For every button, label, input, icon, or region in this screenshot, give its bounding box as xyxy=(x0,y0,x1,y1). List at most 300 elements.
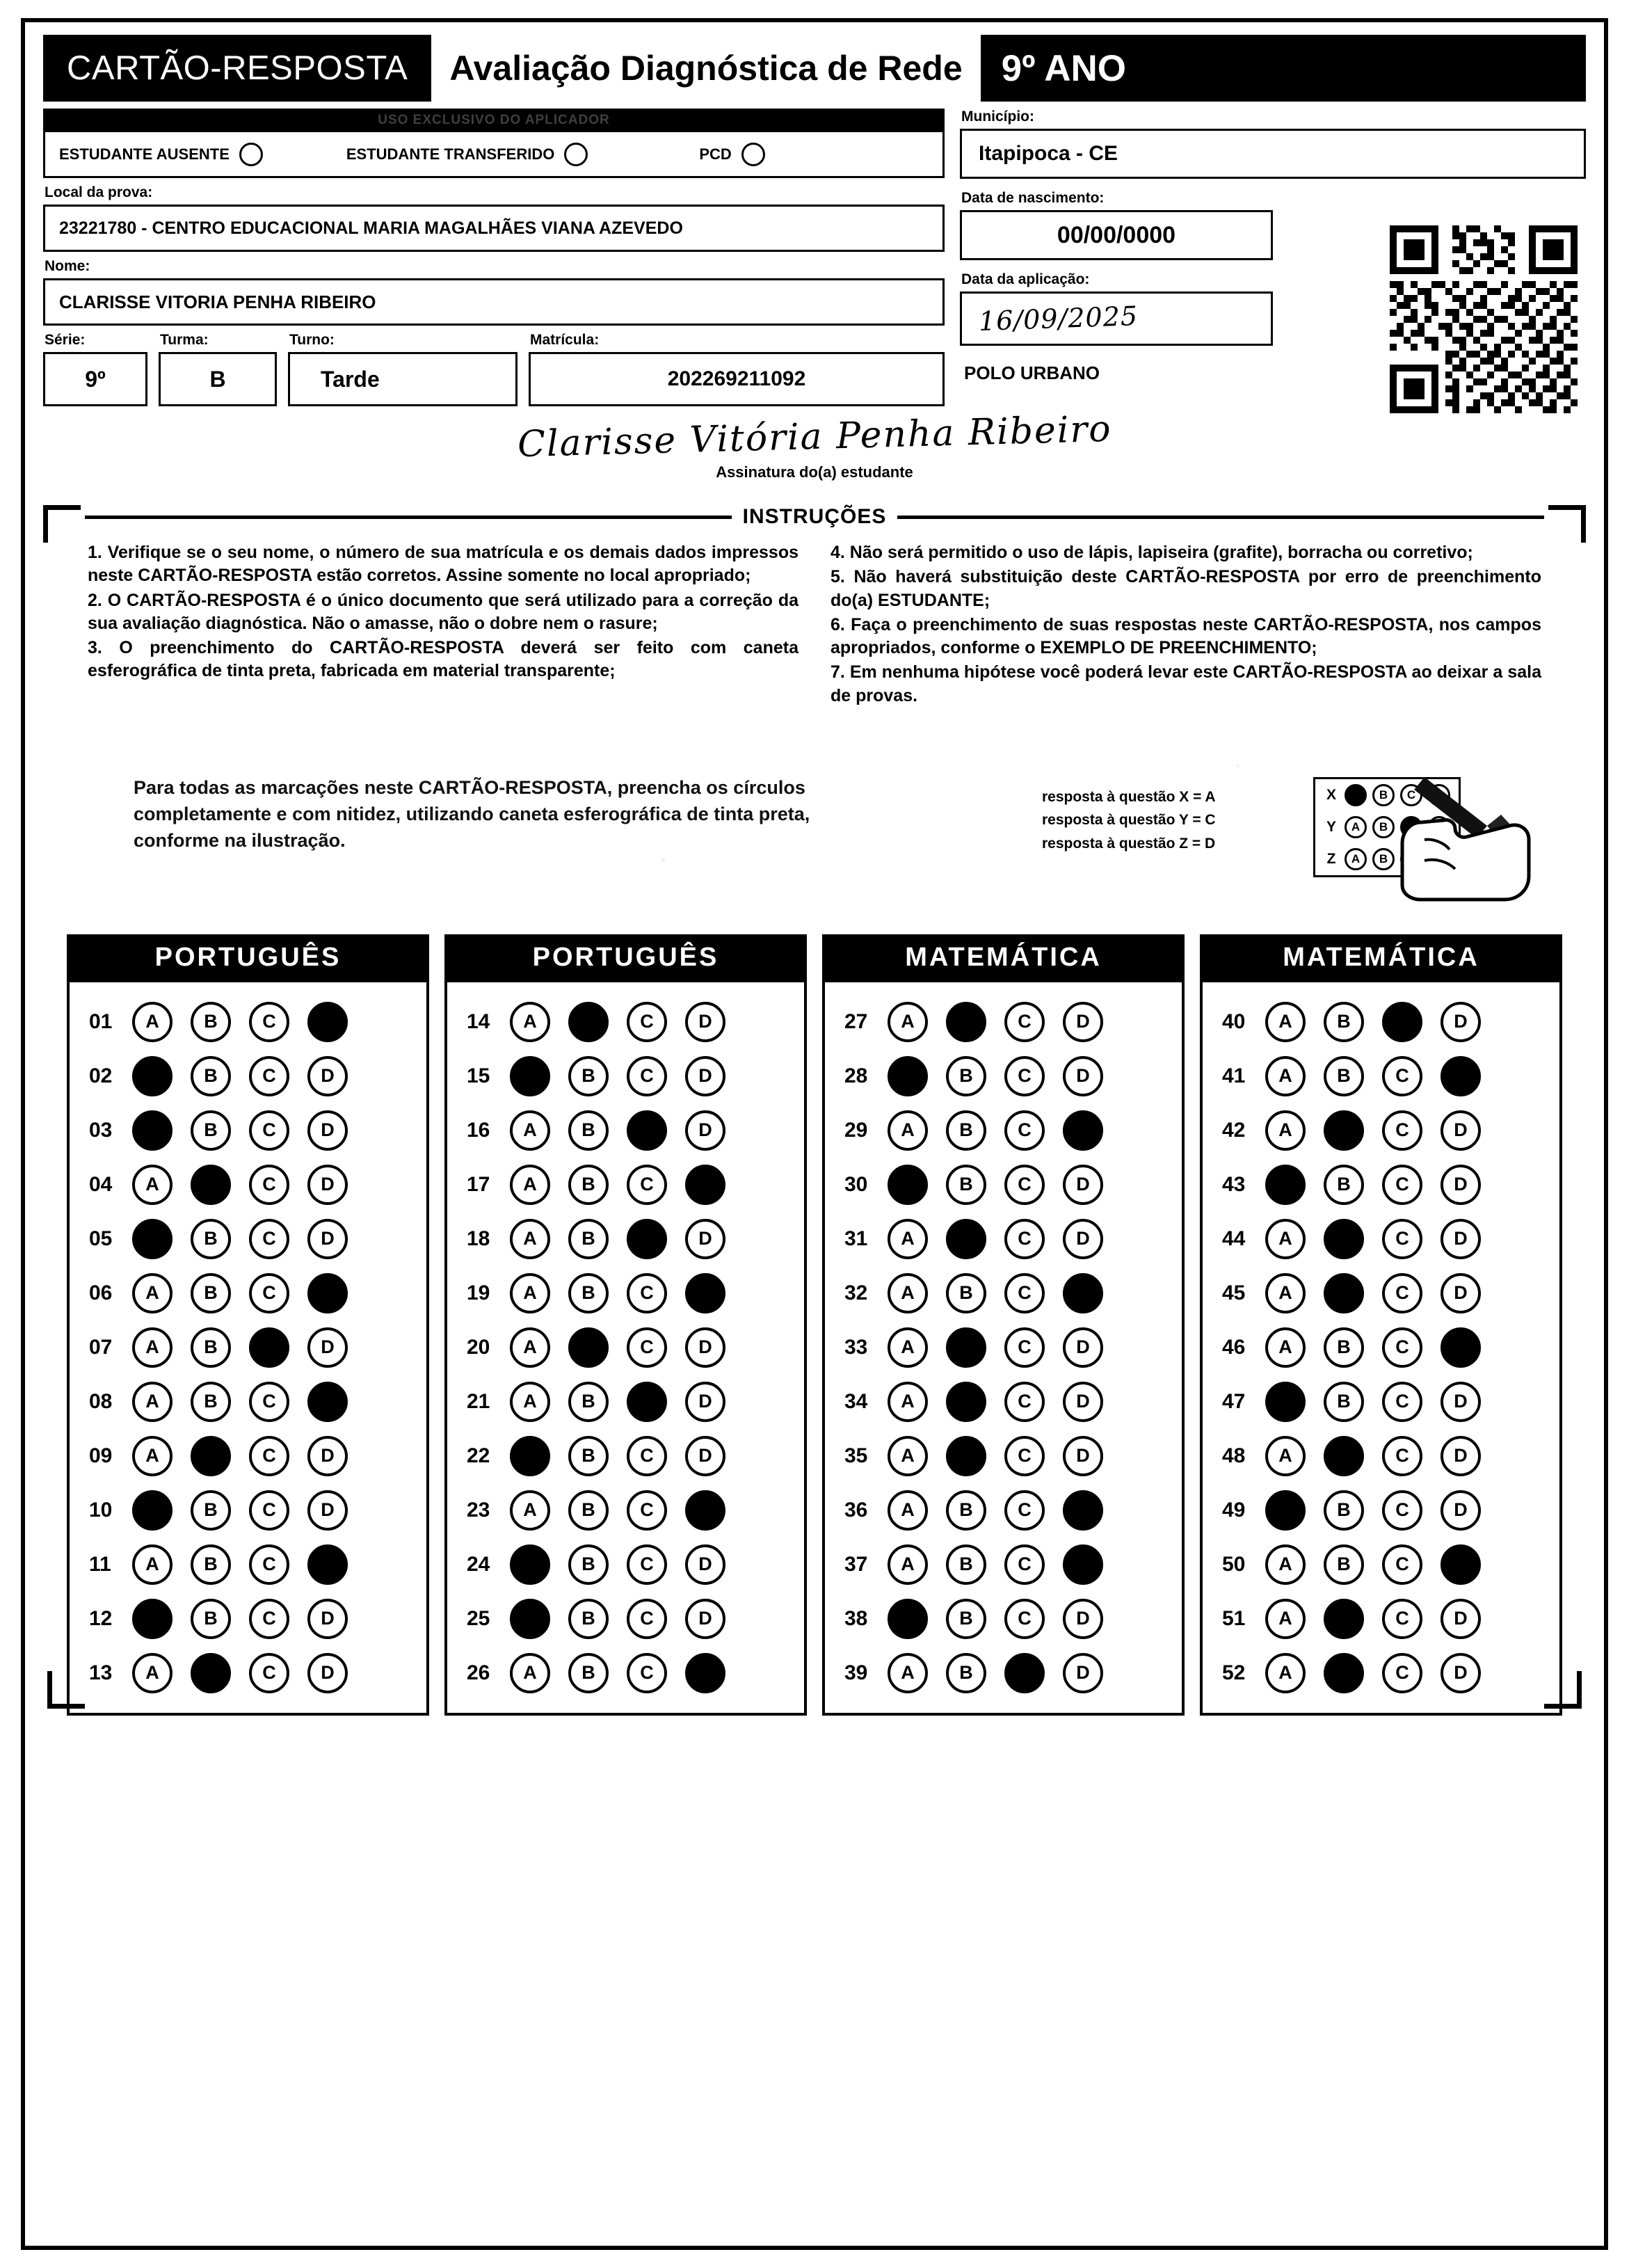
answer-bubble-05-a[interactable]: A xyxy=(132,1219,172,1259)
answer-bubble-14-c[interactable]: C xyxy=(627,1002,667,1042)
answer-bubble-43-b[interactable]: B xyxy=(1324,1165,1364,1205)
answer-bubble-05-d[interactable]: D xyxy=(307,1219,348,1259)
question-row-51[interactable] xyxy=(1203,1592,1559,1646)
answer-bubble-08-a[interactable]: A xyxy=(132,1382,172,1422)
answer-bubble-20-c[interactable]: C xyxy=(627,1327,667,1368)
question-number: 20 xyxy=(467,1335,490,1359)
answer-bubble-03-c[interactable]: C xyxy=(249,1110,289,1151)
answer-bubble-39-c[interactable]: C xyxy=(1004,1653,1045,1693)
answer-bubble-38-c[interactable]: C xyxy=(1004,1599,1045,1639)
answer-bubble-39-b[interactable]: B xyxy=(946,1653,986,1693)
answer-column-body xyxy=(1200,982,1562,1716)
answer-bubble-51-d[interactable]: D xyxy=(1441,1599,1481,1639)
question-row-02[interactable] xyxy=(70,1049,426,1103)
answer-bubble-25-d[interactable]: D xyxy=(685,1599,725,1639)
answer-bubble-13-d[interactable]: D xyxy=(307,1653,348,1693)
question-row-19[interactable] xyxy=(447,1266,804,1320)
answer-bubble-05-c[interactable]: C xyxy=(249,1219,289,1259)
answer-bubble-52-d[interactable]: D xyxy=(1441,1653,1481,1693)
answer-bubble-50-c[interactable]: C xyxy=(1382,1544,1422,1585)
answer-bubble-35-a[interactable]: A xyxy=(888,1436,928,1476)
answer-bubble-35-c[interactable]: C xyxy=(1004,1436,1045,1476)
answer-bubble-51-c[interactable]: C xyxy=(1382,1599,1422,1639)
corner-mark-bottom-right xyxy=(1544,1671,1582,1709)
answer-bubble-52-b[interactable]: B xyxy=(1324,1653,1364,1693)
question-row-29[interactable] xyxy=(825,1103,1182,1158)
answer-bubble-22-a[interactable]: A xyxy=(510,1436,550,1476)
answer-bubble-50-b[interactable]: B xyxy=(1324,1544,1364,1585)
answer-bubble-06-b[interactable]: B xyxy=(191,1273,231,1313)
answer-bubble-06-c[interactable]: C xyxy=(249,1273,289,1313)
answer-bubble-04-b[interactable]: B xyxy=(191,1165,231,1205)
answer-bubble-24-d[interactable]: D xyxy=(685,1544,725,1585)
answer-bubble-23-a[interactable]: A xyxy=(510,1490,550,1531)
question-row-16[interactable] xyxy=(447,1103,804,1158)
example-bubble-b: B xyxy=(1372,848,1395,870)
answer-bubble-16-a[interactable]: A xyxy=(510,1110,550,1151)
answer-bubble-22-b[interactable]: B xyxy=(568,1436,609,1476)
answer-bubble-16-b[interactable]: B xyxy=(568,1110,609,1151)
answer-bubble-15-d[interactable]: D xyxy=(685,1056,725,1096)
question-row-52[interactable] xyxy=(1203,1646,1559,1700)
answer-bubble-39-a[interactable]: A xyxy=(888,1653,928,1693)
answer-bubble-37-c[interactable]: C xyxy=(1004,1544,1045,1585)
answer-bubble-42-b[interactable]: B xyxy=(1324,1110,1364,1151)
answer-bubble-38-b[interactable]: B xyxy=(946,1599,986,1639)
answer-bubble-07-d[interactable]: D xyxy=(307,1327,348,1368)
answer-bubble-27-b[interactable]: B xyxy=(946,1002,986,1042)
answer-bubble-14-b[interactable]: B xyxy=(568,1002,609,1042)
answer-bubble-29-c[interactable]: C xyxy=(1004,1110,1045,1151)
answer-bubble-18-d[interactable]: D xyxy=(685,1219,725,1259)
absent-option[interactable] xyxy=(59,143,263,166)
answer-bubble-21-b[interactable]: B xyxy=(568,1382,609,1422)
question-number: 23 xyxy=(467,1498,490,1522)
answer-bubble-09-c[interactable]: C xyxy=(249,1436,289,1476)
answer-bubble-09-b[interactable]: B xyxy=(191,1436,231,1476)
answer-bubble-10-b[interactable]: B xyxy=(191,1490,231,1531)
answer-bubble-03-a[interactable]: A xyxy=(132,1110,172,1151)
answer-bubble-29-b[interactable]: B xyxy=(946,1110,986,1151)
answer-bubble-16-c[interactable]: C xyxy=(627,1110,667,1151)
answer-bubble-52-a[interactable]: A xyxy=(1265,1653,1306,1693)
question-row-27[interactable] xyxy=(825,995,1182,1049)
answer-bubble-15-c[interactable]: C xyxy=(627,1056,667,1096)
question-row-10[interactable] xyxy=(70,1483,426,1538)
instructions-left-column xyxy=(88,541,799,709)
question-number: 43 xyxy=(1222,1172,1246,1196)
answer-bubble-22-c[interactable]: C xyxy=(627,1436,667,1476)
answer-column-body xyxy=(444,982,807,1716)
card-border xyxy=(21,18,1608,2250)
answer-bubble-42-c[interactable]: C xyxy=(1382,1110,1422,1151)
answer-bubble-10-a[interactable]: A xyxy=(132,1490,172,1531)
question-row-22[interactable] xyxy=(447,1429,804,1483)
question-row-18[interactable] xyxy=(447,1212,804,1266)
answer-bubble-25-b[interactable]: B xyxy=(568,1599,609,1639)
question-row-06[interactable] xyxy=(70,1266,426,1320)
answer-bubble-12-d[interactable]: D xyxy=(307,1599,348,1639)
question-row-20[interactable] xyxy=(447,1320,804,1375)
answer-bubble-32-a[interactable]: A xyxy=(888,1273,928,1313)
answer-bubble-44-b[interactable]: B xyxy=(1324,1219,1364,1259)
answer-bubble-28-d[interactable]: D xyxy=(1063,1056,1103,1096)
answer-bubble-09-d[interactable]: D xyxy=(307,1436,348,1476)
answer-bubble-46-a[interactable]: A xyxy=(1265,1327,1306,1368)
answer-bubble-46-d[interactable]: D xyxy=(1441,1327,1481,1368)
answer-bubble-28-b[interactable]: B xyxy=(946,1056,986,1096)
transferred-option[interactable] xyxy=(346,143,588,166)
answer-bubble-25-c[interactable]: C xyxy=(627,1599,667,1639)
answer-bubble-23-d[interactable]: D xyxy=(685,1490,725,1531)
answer-bubble-03-b[interactable]: B xyxy=(191,1110,231,1151)
answer-bubble-46-b[interactable]: B xyxy=(1324,1327,1364,1368)
answer-bubble-02-c[interactable]: C xyxy=(249,1056,289,1096)
answer-bubble-32-d[interactable]: D xyxy=(1063,1273,1103,1313)
answer-bubble-33-d[interactable]: D xyxy=(1063,1327,1103,1368)
answer-bubble-27-d[interactable]: D xyxy=(1063,1002,1103,1042)
question-row-38[interactable] xyxy=(825,1592,1182,1646)
question-row-28[interactable] xyxy=(825,1049,1182,1103)
answer-bubble-08-d[interactable]: D xyxy=(307,1382,348,1422)
question-row-13[interactable] xyxy=(70,1646,426,1700)
answer-bubble-13-c[interactable]: C xyxy=(249,1653,289,1693)
answer-bubble-36-b[interactable]: B xyxy=(946,1490,986,1531)
answer-bubble-33-a[interactable]: A xyxy=(888,1327,928,1368)
answer-bubble-13-a[interactable]: A xyxy=(132,1653,172,1693)
answer-bubble-52-c[interactable]: C xyxy=(1382,1653,1422,1693)
question-row-01[interactable] xyxy=(70,995,426,1049)
answer-bubble-01-a[interactable]: A xyxy=(132,1002,172,1042)
question-number: 08 xyxy=(89,1389,113,1413)
turno-label: Turno: xyxy=(289,332,335,348)
answer-bubble-45-c[interactable]: C xyxy=(1382,1273,1422,1313)
answer-bubble-12-b[interactable]: B xyxy=(191,1599,231,1639)
answer-bubble-06-d[interactable]: D xyxy=(307,1273,348,1313)
question-number: 25 xyxy=(467,1606,490,1630)
answer-bubble-08-b[interactable]: B xyxy=(191,1382,231,1422)
answer-bubble-23-c[interactable]: C xyxy=(627,1490,667,1531)
answer-bubble-10-d[interactable]: D xyxy=(307,1490,348,1531)
question-row-44[interactable] xyxy=(1203,1212,1559,1266)
answer-bubble-34-a[interactable]: A xyxy=(888,1382,928,1422)
answer-bubble-48-d[interactable]: D xyxy=(1441,1436,1481,1476)
question-row-25[interactable] xyxy=(447,1592,804,1646)
answer-bubble-36-d[interactable]: D xyxy=(1063,1490,1103,1531)
answer-bubble-15-a[interactable]: A xyxy=(510,1056,550,1096)
answer-bubble-36-c[interactable]: C xyxy=(1004,1490,1045,1531)
answer-bubble-33-c[interactable]: C xyxy=(1004,1327,1045,1368)
header-grade: 9º ANO xyxy=(981,35,1147,102)
question-row-48[interactable] xyxy=(1203,1429,1559,1483)
answer-bubble-47-d[interactable]: D xyxy=(1441,1382,1481,1422)
header-filler xyxy=(1147,35,1586,102)
question-row-34[interactable] xyxy=(825,1375,1182,1429)
question-row-04[interactable] xyxy=(70,1158,426,1212)
answer-bubble-29-d[interactable]: D xyxy=(1063,1110,1103,1151)
question-row-08[interactable] xyxy=(70,1375,426,1429)
answer-bubble-51-a[interactable]: A xyxy=(1265,1599,1306,1639)
answer-bubble-01-b[interactable]: B xyxy=(191,1002,231,1042)
question-row-07[interactable] xyxy=(70,1320,426,1375)
question-row-43[interactable] xyxy=(1203,1158,1559,1212)
answer-bubble-04-c[interactable]: C xyxy=(249,1165,289,1205)
question-number: 14 xyxy=(467,1009,490,1033)
answer-bubble-32-c[interactable]: C xyxy=(1004,1273,1045,1313)
answer-bubble-46-c[interactable]: C xyxy=(1382,1327,1422,1368)
answer-bubble-20-b[interactable]: B xyxy=(568,1327,609,1368)
answer-bubble-41-a[interactable]: A xyxy=(1265,1056,1306,1096)
answer-bubble-04-a[interactable]: A xyxy=(132,1165,172,1205)
answer-bubble-26-a[interactable]: A xyxy=(510,1653,550,1693)
local-value: 23221780 - CENTRO EDUCACIONAL MARIA MAGALHÃES VIANA AZEVEDO xyxy=(43,205,945,252)
question-row-35[interactable] xyxy=(825,1429,1182,1483)
answer-bubble-11-a[interactable]: A xyxy=(132,1544,172,1585)
answer-bubble-19-d[interactable]: D xyxy=(685,1273,725,1313)
answer-bubble-40-d[interactable]: D xyxy=(1441,1002,1481,1042)
answer-bubble-34-b[interactable]: B xyxy=(946,1382,986,1422)
answer-bubble-06-a[interactable]: A xyxy=(132,1273,172,1313)
answer-bubble-02-d[interactable]: D xyxy=(307,1056,348,1096)
answer-bubble-12-c[interactable]: C xyxy=(249,1599,289,1639)
answer-bubble-44-d[interactable]: D xyxy=(1441,1219,1481,1259)
answer-bubble-38-d[interactable]: D xyxy=(1063,1599,1103,1639)
answer-bubble-26-c[interactable]: C xyxy=(627,1653,667,1693)
answer-bubble-19-c[interactable]: C xyxy=(627,1273,667,1313)
answer-bubble-42-d[interactable]: D xyxy=(1441,1110,1481,1151)
aplicacao-value xyxy=(960,292,1273,346)
answer-bubble-33-b[interactable]: B xyxy=(946,1327,986,1368)
answer-bubble-45-d[interactable]: D xyxy=(1441,1273,1481,1313)
answer-bubble-25-a[interactable]: A xyxy=(510,1599,550,1639)
answer-bubble-28-c[interactable]: C xyxy=(1004,1056,1045,1096)
answer-bubble-30-a[interactable]: A xyxy=(888,1165,928,1205)
answer-bubble-37-b[interactable]: B xyxy=(946,1544,986,1585)
question-row-33[interactable] xyxy=(825,1320,1182,1375)
instructions-rule-left xyxy=(85,516,732,519)
answer-bubble-31-c[interactable]: C xyxy=(1004,1219,1045,1259)
answer-bubble-30-d[interactable]: D xyxy=(1063,1165,1103,1205)
question-row-05[interactable] xyxy=(70,1212,426,1266)
answer-bubble-37-d[interactable]: D xyxy=(1063,1544,1103,1585)
answer-bubble-11-d[interactable]: D xyxy=(307,1544,348,1585)
answer-bubble-10-c[interactable]: C xyxy=(249,1490,289,1531)
answer-bubble-03-d[interactable]: D xyxy=(307,1110,348,1151)
answer-bubble-40-c[interactable]: C xyxy=(1382,1002,1422,1042)
answer-bubble-18-a[interactable]: A xyxy=(510,1219,550,1259)
answer-bubble-38-a[interactable]: A xyxy=(888,1599,928,1639)
answer-bubble-43-c[interactable]: C xyxy=(1382,1165,1422,1205)
question-number: 49 xyxy=(1222,1498,1246,1522)
question-row-26[interactable] xyxy=(447,1646,804,1700)
answer-bubble-20-d[interactable]: D xyxy=(685,1327,725,1368)
answer-bubble-34-c[interactable]: C xyxy=(1004,1382,1045,1422)
answer-bubble-47-b[interactable]: B xyxy=(1324,1382,1364,1422)
answer-bubble-22-d[interactable]: D xyxy=(685,1436,725,1476)
answer-bubble-45-a[interactable]: A xyxy=(1265,1273,1306,1313)
answer-bubble-26-b[interactable]: B xyxy=(568,1653,609,1693)
pcd-label: PCD xyxy=(699,145,732,163)
answer-bubble-26-d[interactable]: D xyxy=(685,1653,725,1693)
answer-bubble-50-a[interactable]: A xyxy=(1265,1544,1306,1585)
answer-column-1 xyxy=(67,934,429,1716)
question-number: 01 xyxy=(89,1009,113,1033)
transferred-bubble[interactable] xyxy=(564,143,588,166)
answer-bubble-40-b[interactable]: B xyxy=(1324,1002,1364,1042)
answer-bubble-01-d[interactable]: D xyxy=(307,1002,348,1042)
answer-bubble-18-c[interactable]: C xyxy=(627,1219,667,1259)
question-row-23[interactable] xyxy=(447,1483,804,1538)
answer-bubble-01-c[interactable]: C xyxy=(249,1002,289,1042)
answer-bubble-14-a[interactable]: A xyxy=(510,1002,550,1042)
answer-bubble-41-b[interactable]: B xyxy=(1324,1056,1364,1096)
question-row-36[interactable] xyxy=(825,1483,1182,1538)
answer-bubble-49-a[interactable]: A xyxy=(1265,1490,1306,1531)
answer-bubble-51-b[interactable]: B xyxy=(1324,1599,1364,1639)
local-label: Local da prova: xyxy=(45,184,153,200)
answer-bubble-49-c[interactable]: C xyxy=(1382,1490,1422,1531)
qr-code xyxy=(1390,225,1578,413)
answer-bubble-02-b[interactable]: B xyxy=(191,1056,231,1096)
absent-bubble[interactable] xyxy=(239,143,263,166)
answer-bubble-07-b[interactable]: B xyxy=(191,1327,231,1368)
answer-bubble-02-a[interactable]: A xyxy=(132,1056,172,1096)
answer-bubble-17-b[interactable]: B xyxy=(568,1165,609,1205)
answer-bubble-34-d[interactable]: D xyxy=(1063,1382,1103,1422)
question-row-21[interactable] xyxy=(447,1375,804,1429)
answer-bubble-20-a[interactable]: A xyxy=(510,1327,550,1368)
answer-bubble-07-a[interactable]: A xyxy=(132,1327,172,1368)
answer-bubble-24-a[interactable]: A xyxy=(510,1544,550,1585)
answer-bubble-37-a[interactable]: A xyxy=(888,1544,928,1585)
answer-bubble-05-b[interactable]: B xyxy=(191,1219,231,1259)
question-row-17[interactable] xyxy=(447,1158,804,1212)
question-row-49[interactable] xyxy=(1203,1483,1559,1538)
answer-bubble-41-d[interactable]: D xyxy=(1441,1056,1481,1096)
answer-bubble-04-d[interactable]: D xyxy=(307,1165,348,1205)
answer-bubble-30-b[interactable]: B xyxy=(946,1165,986,1205)
question-row-46[interactable] xyxy=(1203,1320,1559,1375)
pcd-option[interactable] xyxy=(699,143,764,166)
answer-bubble-35-b[interactable]: B xyxy=(946,1436,986,1476)
answer-bubble-50-d[interactable]: D xyxy=(1441,1544,1481,1585)
answer-bubble-44-c[interactable]: C xyxy=(1382,1219,1422,1259)
answer-bubble-28-a[interactable]: A xyxy=(888,1056,928,1096)
answer-bubble-15-b[interactable]: B xyxy=(568,1056,609,1096)
answer-bubble-43-d[interactable]: D xyxy=(1441,1165,1481,1205)
answer-bubble-21-a[interactable]: A xyxy=(510,1382,550,1422)
answer-bubble-48-b[interactable]: B xyxy=(1324,1436,1364,1476)
answer-sheet[interactable] xyxy=(67,934,1562,1716)
question-row-39[interactable] xyxy=(825,1646,1182,1700)
answer-bubble-42-a[interactable]: A xyxy=(1265,1110,1306,1151)
answer-bubble-48-c[interactable]: C xyxy=(1382,1436,1422,1476)
answer-bubble-11-c[interactable]: C xyxy=(249,1544,289,1585)
answer-bubble-49-b[interactable]: B xyxy=(1324,1490,1364,1531)
answer-bubble-27-c[interactable]: C xyxy=(1004,1002,1045,1042)
answer-bubble-17-d[interactable]: D xyxy=(685,1165,725,1205)
question-row-31[interactable] xyxy=(825,1212,1182,1266)
answer-bubble-31-b[interactable]: B xyxy=(946,1219,986,1259)
answer-bubble-19-a[interactable]: A xyxy=(510,1273,550,1313)
question-row-32[interactable] xyxy=(825,1266,1182,1320)
answer-bubble-24-b[interactable]: B xyxy=(568,1544,609,1585)
answer-bubble-31-a[interactable]: A xyxy=(888,1219,928,1259)
answer-bubble-44-a[interactable]: A xyxy=(1265,1219,1306,1259)
question-row-41[interactable] xyxy=(1203,1049,1559,1103)
question-number: 05 xyxy=(89,1227,113,1250)
question-row-47[interactable] xyxy=(1203,1375,1559,1429)
pcd-bubble[interactable] xyxy=(741,143,765,166)
question-row-03[interactable] xyxy=(70,1103,426,1158)
question-row-45[interactable] xyxy=(1203,1266,1559,1320)
question-row-24[interactable] xyxy=(447,1538,804,1592)
answer-bubble-40-a[interactable]: A xyxy=(1265,1002,1306,1042)
question-row-30[interactable] xyxy=(825,1158,1182,1212)
answer-bubble-09-a[interactable]: A xyxy=(132,1436,172,1476)
answer-bubble-39-d[interactable]: D xyxy=(1063,1653,1103,1693)
question-number: 04 xyxy=(89,1172,113,1196)
answer-column-2 xyxy=(444,934,807,1716)
answer-bubble-08-c[interactable]: C xyxy=(249,1382,289,1422)
answer-bubble-21-c[interactable]: C xyxy=(627,1382,667,1422)
question-row-14[interactable] xyxy=(447,995,804,1049)
question-row-42[interactable] xyxy=(1203,1103,1559,1158)
answer-bubble-12-a[interactable]: A xyxy=(132,1599,172,1639)
answer-column-subject: PORTUGUÊS xyxy=(444,934,807,982)
answer-bubble-31-d[interactable]: D xyxy=(1063,1219,1103,1259)
answer-bubble-41-c[interactable]: C xyxy=(1382,1056,1422,1096)
answer-bubble-14-d[interactable]: D xyxy=(685,1002,725,1042)
answer-bubble-48-a[interactable]: A xyxy=(1265,1436,1306,1476)
answer-bubble-17-c[interactable]: C xyxy=(627,1165,667,1205)
question-number: 21 xyxy=(467,1389,490,1413)
answer-bubble-32-b[interactable]: B xyxy=(946,1273,986,1313)
question-row-37[interactable] xyxy=(825,1538,1182,1592)
answer-bubble-13-b[interactable]: B xyxy=(191,1653,231,1693)
answer-bubble-17-a[interactable]: A xyxy=(510,1165,550,1205)
answer-bubble-21-d[interactable]: D xyxy=(685,1382,725,1422)
question-row-40[interactable] xyxy=(1203,995,1559,1049)
question-row-09[interactable] xyxy=(70,1429,426,1483)
answer-bubble-24-c[interactable]: C xyxy=(627,1544,667,1585)
attendance-options xyxy=(43,132,945,178)
answer-bubble-29-a[interactable]: A xyxy=(888,1110,928,1151)
answer-bubble-43-a[interactable]: A xyxy=(1265,1165,1306,1205)
question-row-15[interactable] xyxy=(447,1049,804,1103)
answer-bubble-49-d[interactable]: D xyxy=(1441,1490,1481,1531)
answer-bubble-30-c[interactable]: C xyxy=(1004,1165,1045,1205)
answer-bubble-16-d[interactable]: D xyxy=(685,1110,725,1151)
answer-bubble-23-b[interactable]: B xyxy=(568,1490,609,1531)
answer-bubble-27-a[interactable]: A xyxy=(888,1002,928,1042)
question-row-50[interactable] xyxy=(1203,1538,1559,1592)
answer-bubble-35-d[interactable]: D xyxy=(1063,1436,1103,1476)
answer-bubble-07-c[interactable]: C xyxy=(249,1327,289,1368)
instruction-item: 2. O CARTÃO-RESPOSTA é o único documento que será utilizado para a correção da sua avaliação diagnóstica. Não o amasse, não o dobre nem o rasure; xyxy=(88,590,799,633)
answer-bubble-47-a[interactable]: A xyxy=(1265,1382,1306,1422)
answer-bubble-11-b[interactable]: B xyxy=(191,1544,231,1585)
answer-bubble-36-a[interactable]: A xyxy=(888,1490,928,1531)
question-row-11[interactable] xyxy=(70,1538,426,1592)
answer-bubble-19-b[interactable]: B xyxy=(568,1273,609,1313)
answer-bubble-18-b[interactable]: B xyxy=(568,1219,609,1259)
answer-bubble-47-c[interactable]: C xyxy=(1382,1382,1422,1422)
answer-bubble-45-b[interactable]: B xyxy=(1324,1273,1364,1313)
applicator-only-label: USO EXCLUSIVO DO APLICADOR xyxy=(378,113,610,127)
question-row-12[interactable] xyxy=(70,1592,426,1646)
turno-value: Tarde xyxy=(288,352,517,406)
